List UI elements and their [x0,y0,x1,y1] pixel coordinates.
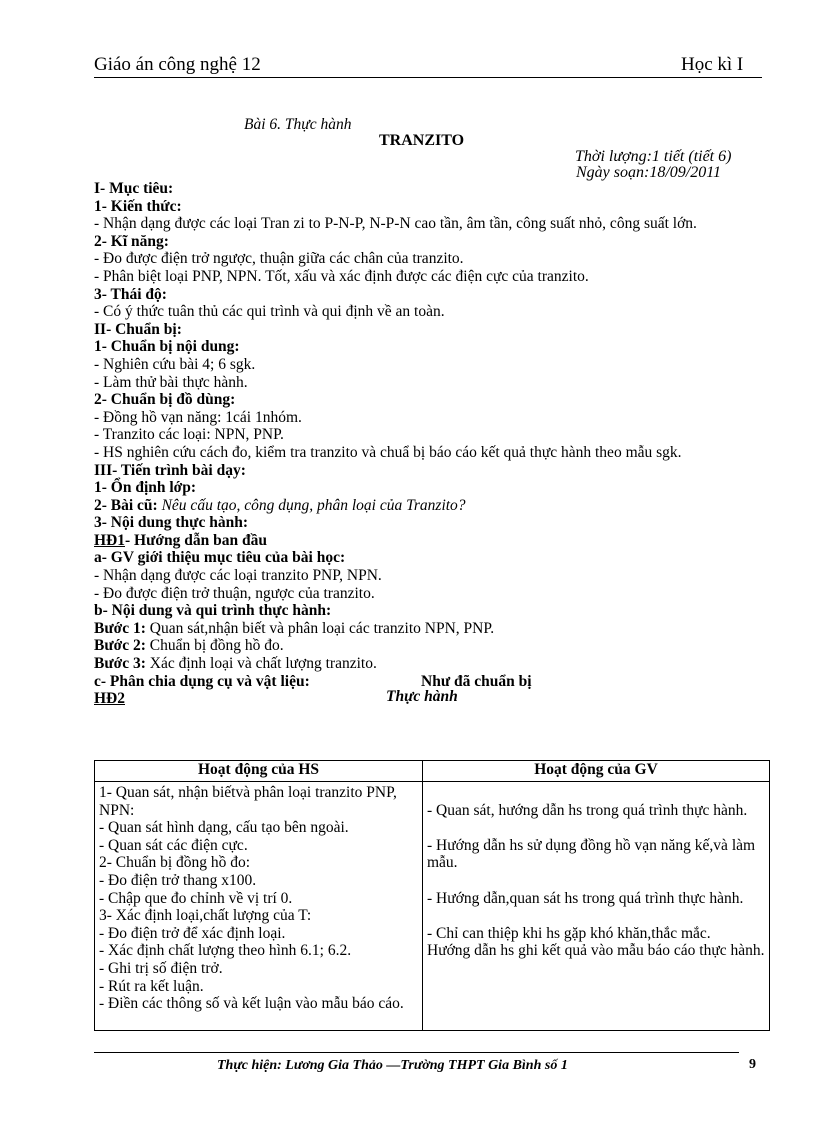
step-text: Xác định loại và chất lượng tranzito. [149,655,377,673]
list-item: - Chỉ can thiệp khi hs gặp khó khăn,thắc mắc. [427,924,711,942]
body-text: - Đo được điện trở ngược, thuận giữa các chân của tranzito. [94,250,464,268]
footer-rule [94,1052,739,1053]
header-rule [94,77,762,78]
subsection-heading: a- GV giới thiệu mục tiêu của bài học: [94,549,346,567]
materials-note: Như đã chuẩn bị [421,672,532,690]
hs-activity-cell [95,782,423,1031]
footer-text: Thực hiện: Lương Gia Thảo —Trường THPT Gia Bình số 1 [217,1058,568,1073]
header-left: Giáo án công nghệ 12 [94,54,261,75]
page-title: TRANZITO [379,132,465,149]
subsection-heading: 3- Thái độ: [94,285,167,303]
gv-activity-cell [423,782,770,1031]
body-text: - Đo được điện trở thuận, ngược của tranzito. [94,584,375,602]
activity-table [94,760,770,1031]
table-row [95,782,770,1031]
section-heading-text: I- Mục tiêu: [94,180,174,197]
list-item: - Quan sát, hướng dẫn hs trong quá trình thực hành. [427,801,748,819]
step-label: Bước 1: [94,619,146,637]
old-lesson-line [94,497,764,515]
old-lesson-question: Nêu cấu tạo, công dụng, phân loại của Tranzito? [161,496,466,514]
subsection-heading: 1- Ổn định lớp: [94,479,197,497]
section-heading [94,180,764,198]
materials-title: c- Phân chia dụng cụ và vật liệu: [94,672,310,690]
step-line [94,637,764,655]
spacer [427,819,765,837]
section-heading: III- Tiến trình bài dạy: [94,461,246,479]
list-item: - Quan sát hình dạng, cấu tạo bên ngoài. [99,819,349,837]
duration-text: Thời lượng:1 tiết (tiết 6) [575,148,732,165]
list-item: - Đo điện trở để xác định loại. [99,924,286,942]
list-item: Hướng dẫn hs ghi kết quả vào mẫu báo cáo thực hành. [427,942,765,960]
list-item: - Quan sát các điện cực. [99,836,248,854]
step-line [94,620,764,638]
list-item: - Đo điện trở thang x100. [99,871,257,889]
subsection-heading: 1- Kiến thức: [94,197,182,215]
body-text: - Đồng hồ vạn năng: 1cái 1nhóm. [94,408,302,426]
step-label: Bước 2: [94,637,146,655]
body-text: - Tranzito các loại: NPN, PNP. [94,426,284,444]
list-item: - Hướng dẫn,quan sát hs trong quá trình thực hành. [427,889,744,907]
table-header-row [95,761,770,782]
body-text: - Phân biệt loại PNP, NPN. Tốt, xấu và xác định được các điện cực của tranzito. [94,267,589,285]
body-text: - HS nghiên cứu cách đo, kiểm tra tranzito và chuẩ bị báo cáo kết quả thực hành theo mẫu sgk. [94,443,682,461]
step-label: Bước 3: [94,655,146,673]
subsection-heading: 2- Chuẩn bị đồ dùng: [94,391,236,409]
activity-1-label: HĐ1 [94,531,125,549]
list-item: - Ghi trị số điện trở. [99,959,223,977]
subsection-heading: 2- Kĩ năng: [94,232,169,250]
lesson-body [94,180,764,708]
step-line [94,655,764,673]
activity-2-title: Thực hành [386,688,458,706]
activity-1-line [94,532,764,550]
body-text: - Nhận dạng được các loại Tran zi to P-N-P, N-P-N cao tần, âm tần, công suất nhỏ, công suất lớn. [94,215,697,233]
spacer [427,907,765,925]
step-text: Chuẩn bị đồng hồ đo. [149,637,284,655]
list-item: 3- Xác định loại,chất lượng của T: [99,907,312,925]
section-heading: II- Chuẩn bị: [94,320,182,338]
list-item: 2- Chuẩn bị đồng hồ đo: [99,854,251,872]
subsection-heading: 3- Nội dung thực hành: [94,514,249,532]
body-text: - Nhận dạng được các loại tranzito PNP, NPN. [94,567,382,585]
body-text: - Có ý thức tuân thủ các qui trình và qui định về an toàn. [94,303,445,321]
date-text: Ngày soạn:18/09/2011 [576,164,722,181]
lesson-label: Bài 6. Thực hành [244,116,352,133]
header-right: Học kì I [681,54,744,75]
list-item: - Hướng dẫn hs sử dụng đồng hồ vạn năng kế,và làm mẫu. [427,836,756,872]
page-number: 9 [749,1057,756,1072]
list-item: - Điền các thông số và kết luận vào mẫu báo cáo. [99,995,404,1013]
subsection-heading: 1- Chuẩn bị nội dung: [94,338,240,356]
old-lesson-label: 2- Bài cũ: [94,496,158,514]
activity-2-label: HĐ2 [94,690,125,708]
body-text: - Làm thử bài thực hành. [94,373,248,391]
list-item: - Chập que đo chỉnh về vị trí 0. [99,889,293,907]
spacer [427,872,765,890]
spacer [427,784,765,802]
table-header-gv: Hoạt động của GV [423,761,770,782]
subsection-heading: b- Nội dung và qui trình thực hành: [94,602,332,620]
list-item: 1- Quan sát, nhận biếtvà phân loại tranzito PNP, NPN: [99,784,397,819]
list-item: - Rút ra kết luận. [99,977,204,995]
body-text: - Nghiên cứu bài 4; 6 sgk. [94,355,256,373]
list-item: - Xác định chất lượng theo hình 6.1; 6.2. [99,942,352,960]
activity-2-line [94,690,764,708]
step-text: Quan sát,nhận biết và phân loại các tranzito NPN, PNP. [149,619,495,637]
table-header-hs: Hoạt động của HS [95,761,423,782]
activity-1-text: - Hướng dẫn ban đầu [125,531,267,549]
